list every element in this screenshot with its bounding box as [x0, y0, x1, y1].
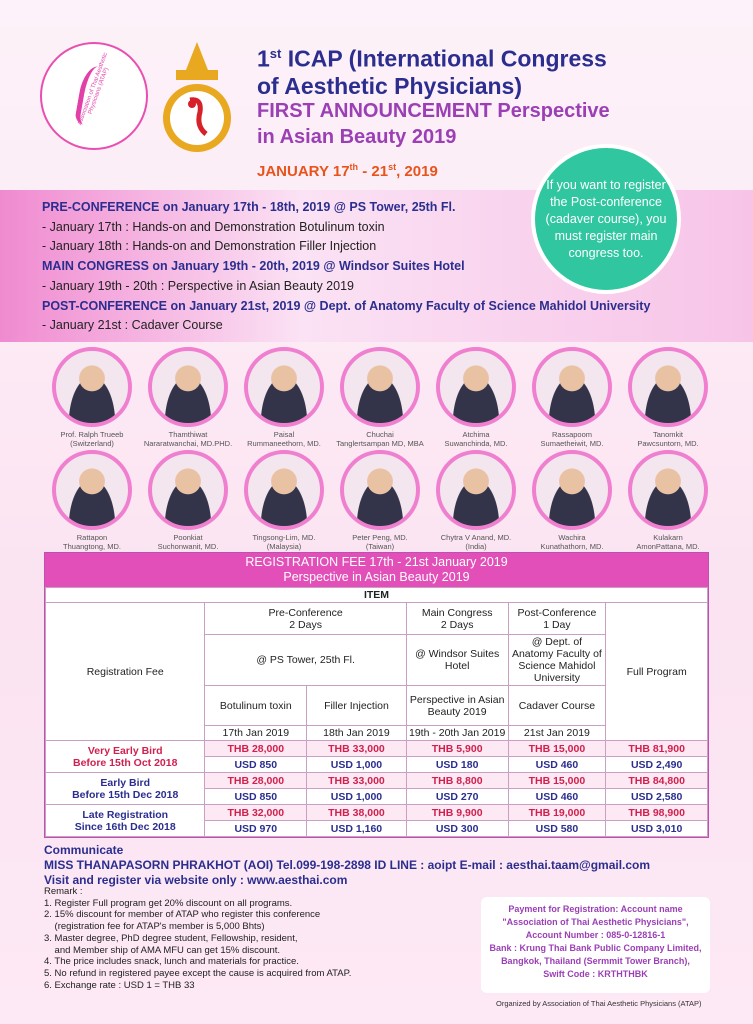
price-thb: THB 8,800	[406, 773, 508, 789]
speaker-card	[332, 347, 428, 448]
payment-line: Account Number : 085-0-12816-1	[525, 930, 666, 940]
remark-line: 2. 15% discount for member of ATAP who register this conference	[44, 909, 321, 921]
price-usd: USD 460	[508, 789, 606, 805]
fee-category: Very Early Bird Before 15th Oct 2018	[46, 741, 205, 773]
registration-fee-label: Registration Fee	[46, 603, 205, 741]
schedule-row: - January 17th : Hands-on and Demonstration Botulinum toxin	[42, 219, 385, 234]
speaker-card	[428, 347, 524, 448]
speaker-card	[44, 347, 140, 448]
speaker-card	[524, 347, 620, 448]
speaker-photo	[628, 450, 708, 530]
course-botulinum: Botulinum toxin	[205, 686, 307, 726]
speaker-photo	[436, 450, 516, 530]
price-thb: THB 38,000	[307, 805, 407, 821]
speaker-name: Chuchai Tanglertsampan MD, MBA	[336, 430, 424, 448]
contact-info: Communicate MISS THANAPASORN PHRAKHOT (AOI) Tel.099-198-2898 ID LINE : aoipt E-mail : aesthai.taam@gmail.com Visit and register via website only : www.aesthai.com	[44, 843, 651, 887]
main-congress-header: Main Congress 2 Days	[406, 603, 508, 635]
speaker-card	[428, 450, 524, 551]
payment-line: Bank : Krung Thai Bank Public Company Limited,	[489, 943, 702, 953]
date-3: 19th - 20th Jan 2019	[406, 726, 508, 741]
speaker-name: Paisal Rummaneethorn, MD.	[247, 430, 321, 448]
price-thb: THB 28,000	[205, 773, 307, 789]
speaker-name: Kulakarn AmonPattana, MD.	[636, 533, 700, 551]
speaker-name: Prof. Ralph Trueeb (Switzerland)	[60, 430, 124, 448]
price-usd: USD 1,000	[307, 757, 407, 773]
venue-pre: @ PS Tower, 25th Fl.	[205, 635, 406, 686]
fee-category: Early Bird Before 15th Dec 2018	[46, 773, 205, 805]
price-usd: USD 1,000	[307, 789, 407, 805]
speaker-photo	[52, 450, 132, 530]
fee-table	[45, 587, 708, 837]
speaker-photo	[244, 450, 324, 530]
speaker-name: Poonkiat Suchonwanit, MD.	[157, 533, 219, 551]
price-thb: THB 15,000	[508, 773, 606, 789]
speaker-photo	[148, 450, 228, 530]
price-usd: USD 270	[406, 789, 508, 805]
organizer-note: Organized by Association of Thai Aesthetic Physicians (ATAP)	[496, 999, 702, 1008]
remark-line: 5. No refund in registered payee except the cause is acquired from ATAP.	[44, 967, 352, 979]
speaker-grid	[0, 345, 753, 550]
speaker-name: Chytra V Anand, MD. (India)	[440, 533, 512, 551]
price-usd: USD 850	[205, 789, 307, 805]
speaker-photo	[532, 347, 612, 427]
price-thb: THB 98,900	[606, 805, 708, 821]
contact-line: MISS THANAPASORN PHRAKHOT (AOI) Tel.099-198-2898 ID LINE : aoipt E-mail : aesthai.taam@gmail.com	[44, 858, 651, 872]
date-1: 17th Jan 2019	[205, 726, 307, 741]
price-usd: USD 460	[508, 757, 606, 773]
date-2: 18th Jan 2019	[307, 726, 407, 741]
payment-box	[481, 897, 710, 993]
speaker-name: Rattapon Thuangtong, MD.	[63, 533, 121, 551]
speaker-card	[236, 347, 332, 448]
price-thb: THB 33,000	[307, 773, 407, 789]
speaker-photo	[340, 450, 420, 530]
price-thb: THB 84,800	[606, 773, 708, 789]
remark-line: 3. Master degree, PhD degree student, Fellowship, resident,	[44, 932, 298, 944]
post-conference-header: Post-Conference 1 Day	[508, 603, 606, 635]
price-usd: USD 2,490	[606, 757, 708, 773]
crest-logo-icon	[158, 40, 236, 160]
price-usd: USD 2,580	[606, 789, 708, 805]
remark-line: 6. Exchange rate : USD 1 = THB 33	[44, 979, 195, 991]
venue-main: @ Windsor Suites Hotel	[406, 635, 508, 686]
speaker-name: Wachira Kunathathorn, MD.	[540, 533, 604, 551]
full-program-header: Full Program	[606, 603, 708, 741]
schedule-row: PRE-CONFERENCE on January 17th - 18th, 2019 @ PS Tower, 25th Fl.	[42, 200, 456, 214]
speaker-card	[140, 450, 236, 551]
notice-bubble: If you want to register the Post-conference (cadaver course), you must register main congress too.	[531, 144, 681, 294]
speaker-photo	[52, 347, 132, 427]
speaker-photo	[340, 347, 420, 427]
course-filler: Filler Injection	[307, 686, 407, 726]
price-thb: THB 33,000	[307, 741, 407, 757]
remark-list	[44, 886, 444, 991]
schedule-row: - January 19th - 20th : Perspective in Asian Beauty 2019	[42, 278, 354, 293]
price-usd: USD 580	[508, 821, 606, 837]
schedule-row: - January 18th : Hands-on and Demonstration Filler Injection	[42, 239, 377, 254]
speaker-card	[332, 450, 428, 551]
speaker-card	[524, 450, 620, 551]
page-subtitle: FIRST ANNOUNCEMENT Perspective in Asian Beauty 2019	[257, 100, 610, 148]
logo-ring-text: Association of Thai Aesthetic Physicians (ATAP)	[77, 51, 111, 127]
speaker-name: Rassapoom Sumaetheiwit, MD.	[540, 430, 604, 448]
remark-line: (registration fee for ATAP's member is 5,000 Bhts)	[44, 921, 265, 933]
fee-category: Late Registration Since 16th Dec 2018	[46, 805, 205, 837]
venue-post: @ Dept. of Anatomy Faculty of Science Mahidol University	[508, 635, 606, 686]
speaker-photo	[628, 347, 708, 427]
speaker-photo	[436, 347, 516, 427]
course-perspective: Perspective in Asian Beauty 2019	[406, 686, 508, 726]
course-cadaver: Cadaver Course	[508, 686, 606, 726]
price-thb: THB 15,000	[508, 741, 606, 757]
remark-line: and Member ship of AMA MFU can get 15% discount.	[44, 944, 281, 956]
schedule-row: - January 21st : Cadaver Course	[42, 318, 223, 333]
speaker-photo	[244, 347, 324, 427]
speaker-photo	[532, 450, 612, 530]
remark-title: Remark :	[44, 886, 83, 897]
speaker-card	[620, 450, 716, 551]
speaker-card	[140, 347, 236, 448]
speaker-card	[620, 347, 716, 448]
atap-logo	[40, 42, 148, 150]
page-title: 1st ICAP (International Congress of Aesthetic Physicians)	[257, 45, 607, 99]
pre-conference-header: Pre-Conference 2 Days	[205, 603, 406, 635]
price-usd: USD 300	[406, 821, 508, 837]
payment-line: Payment for Registration: Account name	[508, 904, 683, 914]
payment-line: Bangkok, Thailand (Sermmit Tower Branch),	[501, 956, 690, 966]
price-thb: THB 32,000	[205, 805, 307, 821]
price-usd: USD 970	[205, 821, 307, 837]
price-usd: USD 3,010	[606, 821, 708, 837]
remark-line: 1. Register Full program get 20% discount on all programs.	[44, 897, 293, 909]
speaker-name: Thamthiwat Nararatwanchai, MD.PHD.	[143, 430, 233, 448]
schedule-row: MAIN CONGRESS on January 19th - 20th, 2019 @ Windsor Suites Hotel	[42, 259, 465, 274]
speaker-name: Tanomkit Pawcsuntorn, MD.	[637, 430, 699, 448]
speaker-name: Tingsong-Lim, MD. (Malaysia)	[252, 533, 316, 551]
price-usd: USD 180	[406, 757, 508, 773]
price-thb: THB 28,000	[205, 741, 307, 757]
speaker-card	[44, 450, 140, 551]
payment-line: Swift Code : KRTHTHBK	[543, 969, 648, 979]
speaker-photo	[148, 347, 228, 427]
date-4: 21st Jan 2019	[508, 726, 606, 741]
schedule-row: POST-CONFERENCE on January 21st, 2019 @ Dept. of Anatomy Faculty of Science Mahidol University	[42, 298, 651, 313]
price-thb: THB 9,900	[406, 805, 508, 821]
speaker-card	[236, 450, 332, 551]
price-thb: THB 19,000	[508, 805, 606, 821]
price-thb: THB 81,900	[606, 741, 708, 757]
payment-line: "Association of Thai Aesthetic Physicians",	[502, 917, 689, 927]
item-header: ITEM	[46, 588, 708, 603]
price-usd: USD 1,160	[307, 821, 407, 837]
remark-line: 4. The price includes snack, lunch and materials for practice.	[44, 956, 299, 968]
speaker-name: Peter Peng, MD. (Taiwan)	[352, 533, 408, 551]
price-usd: USD 850	[205, 757, 307, 773]
event-date: JANUARY 17th - 21st, 2019	[257, 162, 438, 180]
website-line: Visit and register via website only : www.aesthai.com	[44, 873, 348, 887]
price-thb: THB 5,900	[406, 741, 508, 757]
registration-header: REGISTRATION FEE 17th - 21st January 2019 Perspective in Asian Beauty 2019	[45, 553, 708, 587]
speaker-name: Atchima Suwanchinda, MD.	[444, 430, 508, 448]
registration-table	[44, 552, 709, 838]
